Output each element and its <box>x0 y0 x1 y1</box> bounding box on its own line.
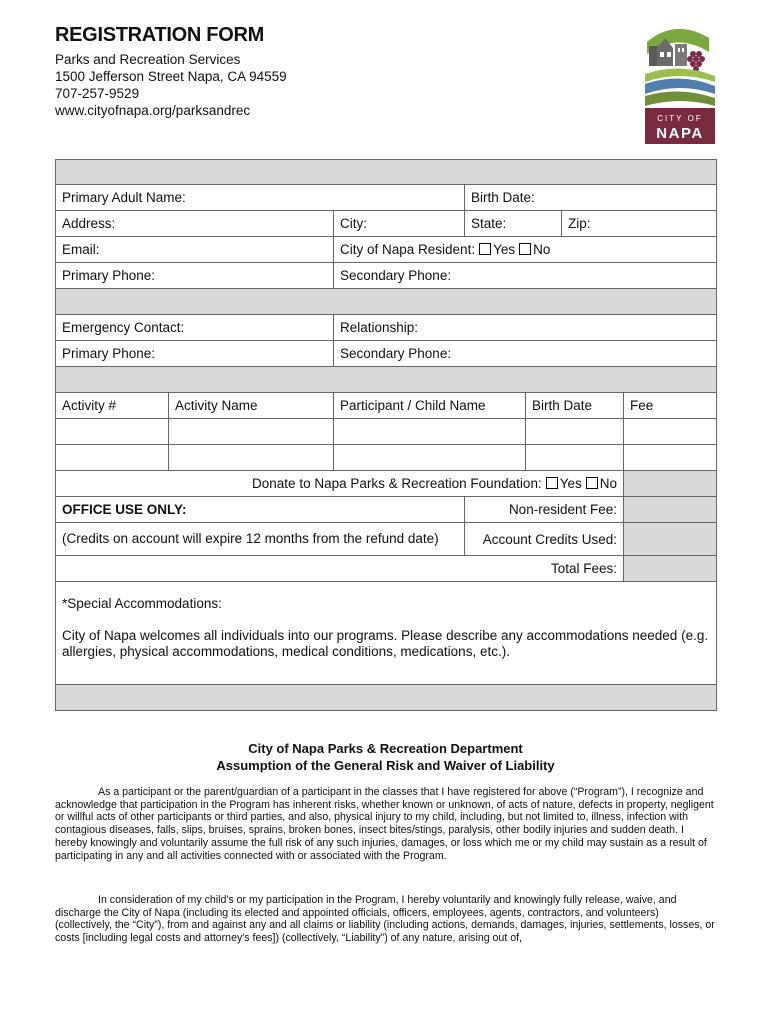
waiver-title <box>55 740 716 774</box>
activity-name-cell[interactable] <box>169 419 334 445</box>
emergency-contact-field[interactable]: Emergency Contact: <box>56 315 334 341</box>
address-field[interactable]: Address: <box>56 211 334 237</box>
birth-date-field[interactable]: Birth Date: <box>465 185 717 211</box>
resident-yes-label: Yes <box>493 242 516 257</box>
logo-city-of-text: CITY OF <box>657 114 703 123</box>
participant-name-cell[interactable] <box>334 445 526 471</box>
relationship-field[interactable]: Relationship: <box>334 315 717 341</box>
section-divider <box>56 367 717 393</box>
fee-header: Fee <box>624 393 717 419</box>
waiver-paragraph-2 <box>55 894 716 945</box>
nonresident-fee-label: Non-resident Fee: <box>465 497 624 523</box>
donate-yes-label: Yes <box>559 476 582 491</box>
total-fees-label: Total Fees: <box>56 556 624 582</box>
donate-no-checkbox[interactable] <box>586 477 598 489</box>
fee-cell[interactable] <box>624 445 717 471</box>
resident-no-checkbox[interactable] <box>519 243 531 255</box>
birth-date-cell[interactable] <box>526 419 624 445</box>
nonresident-fee-value <box>624 497 717 523</box>
org-phone: 707-257-9529 <box>55 86 140 101</box>
city-resident-field <box>334 237 717 263</box>
activity-name-header: Activity Name <box>169 393 334 419</box>
primary-phone-field[interactable]: Primary Phone: <box>56 263 334 289</box>
account-credits-label: Account Credits Used: <box>465 523 624 556</box>
donate-no-label: No <box>599 476 617 491</box>
city-field[interactable]: City: <box>334 211 465 237</box>
emergency-secondary-phone-field[interactable]: Secondary Phone: <box>334 341 717 367</box>
credits-note: (Credits on account will expire 12 months from the refund date) <box>56 523 465 556</box>
org-name: Parks and Recreation Services <box>55 52 241 67</box>
org-address: 1500 Jefferson Street Napa, CA 94559 <box>55 69 287 84</box>
state-field[interactable]: State: <box>465 211 562 237</box>
emergency-primary-phone-field[interactable]: Primary Phone: <box>56 341 334 367</box>
section-divider <box>56 685 717 711</box>
total-fees-value <box>624 556 717 582</box>
registration-table <box>55 159 717 711</box>
waiver-paragraph-1 <box>55 786 716 862</box>
account-credits-value <box>624 523 717 556</box>
donate-yes-checkbox[interactable] <box>546 477 558 489</box>
accommodations-title: *Special Accommodations: <box>62 596 222 611</box>
activity-number-cell[interactable] <box>56 445 169 471</box>
participant-name-header: Participant / Child Name <box>334 393 526 419</box>
form-title: REGISTRATION FORM <box>55 24 264 46</box>
donate-row <box>56 471 624 497</box>
office-use-label: OFFICE USE ONLY: <box>56 497 465 523</box>
zip-field[interactable]: Zip: <box>562 211 717 237</box>
fee-cell[interactable] <box>624 419 717 445</box>
special-accommodations-box[interactable] <box>56 582 717 685</box>
waiver-title-line1: City of Napa Parks & Recreation Department <box>248 741 523 756</box>
participant-name-cell[interactable] <box>334 419 526 445</box>
section-divider <box>56 160 717 185</box>
primary-adult-name-field[interactable]: Primary Adult Name: <box>56 185 465 211</box>
activity-name-cell[interactable] <box>169 445 334 471</box>
city-of-napa-logo <box>645 22 715 144</box>
waiver-paragraph-1-text: As a participant or the parent/guardian of a participant in the classes that I have registered for above (“Program”), I recognize and acknowledge that participation in the Program has inherent risks, whether known or unknown, of acts of nature, defects in property, negligent or willful acts of other participants or third parties, and also, physical injury to my child, including, but not limited to, illness, infection with contagious diseases, falls, slips, bruises, sprains, broken bones, insect bites/stings, paralysis, other bodily injuries and sudden death. I hereby knowingly and voluntarily assume the full risk of any such injuries, damages, or loss which me or my child may sustain as a result of participating in any and all activities connected with or associated with the Program. <box>55 786 714 862</box>
resident-no-label: No <box>533 242 551 257</box>
secondary-phone-field[interactable]: Secondary Phone: <box>334 263 717 289</box>
email-field[interactable]: Email: <box>56 237 334 263</box>
birth-date-cell[interactable] <box>526 445 624 471</box>
resident-yes-checkbox[interactable] <box>479 243 491 255</box>
logo-napa-text: NAPA <box>656 125 704 142</box>
waiver-title-line2: Assumption of the General Risk and Waiver of Liability <box>216 758 555 773</box>
birth-date-header: Birth Date <box>526 393 624 419</box>
waiver-paragraph-2-text: In consideration of my child's or my participation in the Program, I hereby voluntarily and knowingly fully release, waive, and discharge the City of Napa (including its elected and appointed officials, officers, employees, agents, contractors, and volunteers) (collectively, the “City”), from and against any and all claims or liability (including actions, demands, damages, injuries, settlements, losses, or costs [including legal costs and attorney's fees]) (collectively, “Liability”) of any nature, arising out of, <box>55 894 715 945</box>
activity-row <box>56 445 717 471</box>
section-divider <box>56 289 717 315</box>
donate-gray-cell <box>624 471 717 497</box>
donate-label: Donate to Napa Parks & Recreation Foundation: <box>252 476 542 491</box>
org-website[interactable]: www.cityofnapa.org/parksandrec <box>55 103 251 118</box>
form-header <box>55 24 287 119</box>
accommodations-text: City of Napa welcomes all individuals into our programs. Please describe any accommodations needed (e.g. allergies, physical accommodations, medical conditions, medications, etc.). <box>62 628 709 659</box>
city-resident-label: City of Napa Resident: <box>340 242 476 257</box>
activity-number-header: Activity # <box>56 393 169 419</box>
activity-row <box>56 419 717 445</box>
activity-number-cell[interactable] <box>56 419 169 445</box>
